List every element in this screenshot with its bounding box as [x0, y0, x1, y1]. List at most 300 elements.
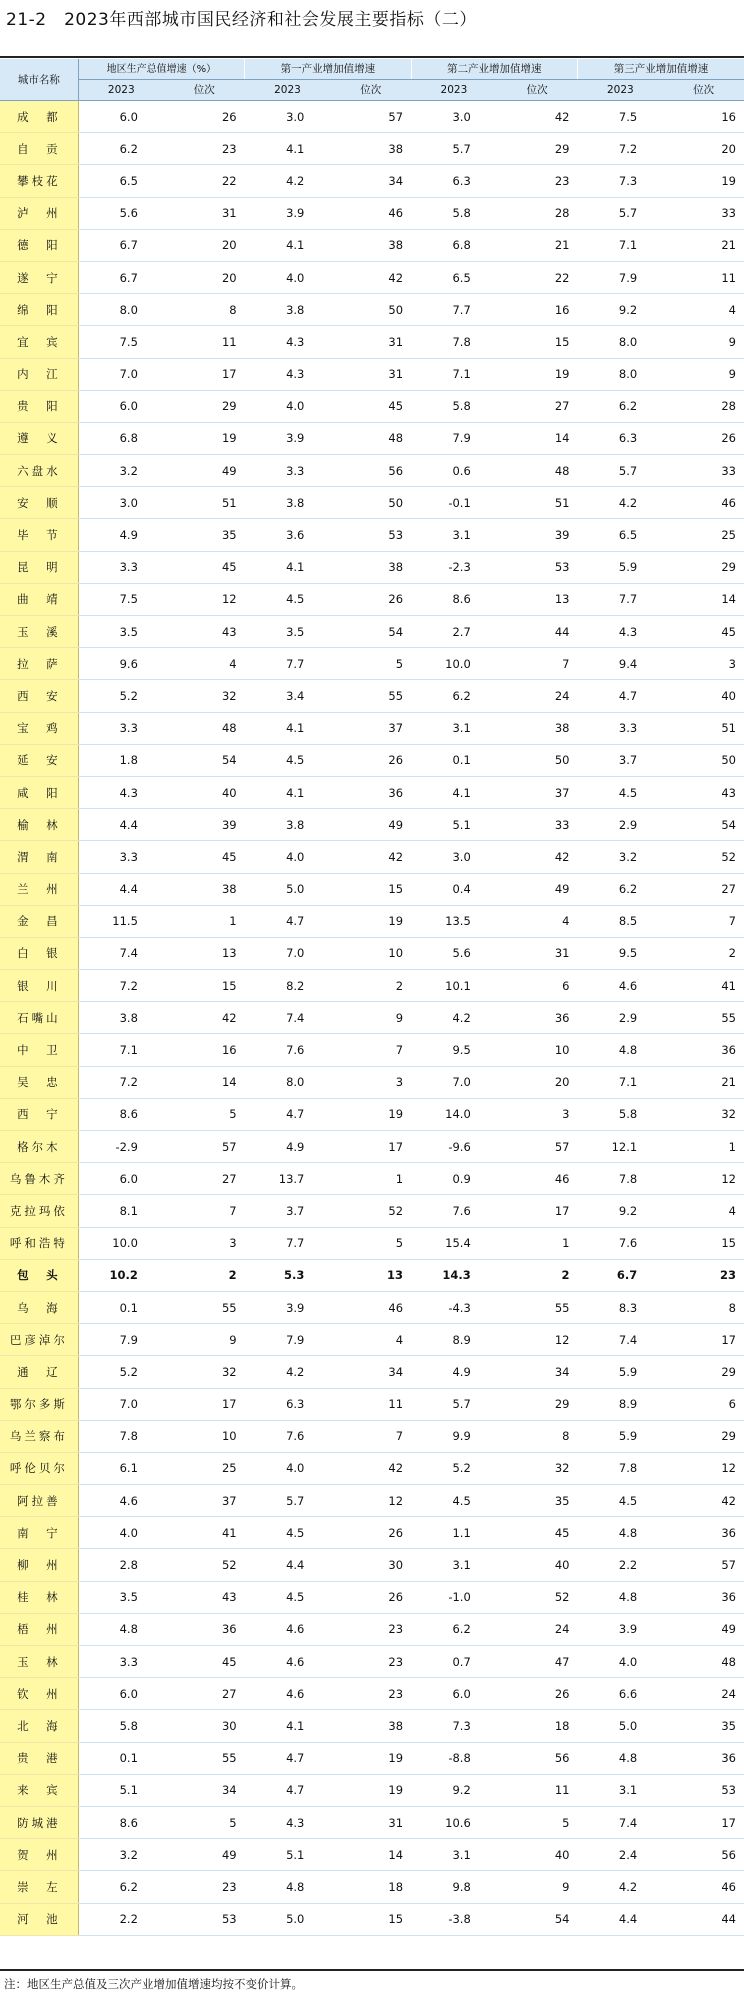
secondary-growth-rank: 35: [497, 1485, 578, 1517]
gdp-growth-rank: 2: [164, 1259, 245, 1291]
gdp-growth-value: 6.2: [78, 1871, 164, 1903]
table-row: [0, 1066, 744, 1098]
gdp-growth-value: 8.0: [78, 294, 164, 326]
table-row: [0, 390, 744, 422]
gdp-growth-value: 3.0: [78, 487, 164, 519]
city-name: 贺 州: [0, 1839, 78, 1871]
gdp-growth-value: 7.5: [78, 583, 164, 615]
primary-growth-value: 3.9: [245, 197, 331, 229]
tertiary-growth-value: 6.7: [577, 1259, 663, 1291]
city-name: 榆 林: [0, 809, 78, 841]
secondary-growth-rank: 51: [497, 487, 578, 519]
primary-growth-value: 7.7: [245, 648, 331, 680]
secondary-growth-rank: 37: [497, 776, 578, 808]
secondary-growth-value: 6.0: [411, 1678, 497, 1710]
header-row-groups: [0, 59, 744, 80]
secondary-growth-header: 第二产业增加值增速: [411, 59, 577, 80]
city-name: 泸 州: [0, 197, 78, 229]
gdp-growth-rank: 1: [164, 905, 245, 937]
tertiary-growth-value: 7.1: [577, 229, 663, 261]
tertiary-growth-rank: 36: [663, 1581, 744, 1613]
primary-growth-value: 4.0: [245, 1452, 331, 1484]
primary-growth-rank: 50: [330, 487, 411, 519]
city-name: 桂 林: [0, 1581, 78, 1613]
tertiary-growth-rank: 1: [663, 1131, 744, 1163]
city-name: 通 辽: [0, 1356, 78, 1388]
gdp-growth-value: 4.4: [78, 873, 164, 905]
city-name: 包 头: [0, 1259, 78, 1291]
primary-growth-rank: 14: [330, 1839, 411, 1871]
primary-growth-value: 4.6: [245, 1646, 331, 1678]
gdp-growth-rank: 19: [164, 422, 245, 454]
secondary-growth-rank: 16: [497, 294, 578, 326]
tertiary-growth-rank: 33: [663, 455, 744, 487]
primary-growth-rank: 17: [330, 1131, 411, 1163]
secondary-growth-value: 7.1: [411, 358, 497, 390]
primary-growth-value: 5.0: [245, 1903, 331, 1935]
primary-growth-rank: 31: [330, 1806, 411, 1838]
tertiary-growth-rank: 4: [663, 1195, 744, 1227]
year-header: 2023: [78, 80, 164, 101]
tertiary-growth-value: 7.3: [577, 165, 663, 197]
gdp-growth-value: 6.1: [78, 1452, 164, 1484]
tertiary-growth-rank: 29: [663, 1420, 744, 1452]
city-name: 西 安: [0, 680, 78, 712]
primary-growth-value: 4.7: [245, 1098, 331, 1130]
city-name: 遵 义: [0, 422, 78, 454]
primary-growth-value: 3.8: [245, 809, 331, 841]
gdp-growth-rank: 43: [164, 616, 245, 648]
secondary-growth-value: 9.9: [411, 1420, 497, 1452]
tertiary-growth-value: 5.7: [577, 197, 663, 229]
tertiary-growth-rank: 12: [663, 1163, 744, 1195]
tertiary-growth-rank: 33: [663, 197, 744, 229]
city-name: 昆 明: [0, 551, 78, 583]
primary-growth-value: 4.2: [245, 1356, 331, 1388]
tertiary-growth-value: 7.9: [577, 261, 663, 293]
tertiary-growth-rank: 41: [663, 970, 744, 1002]
gdp-growth-rank: 5: [164, 1098, 245, 1130]
tertiary-growth-header: 第三产业增加值增速: [577, 59, 744, 80]
city-name: 呼和浩特: [0, 1227, 78, 1259]
tertiary-growth-rank: 40: [663, 680, 744, 712]
tertiary-growth-rank: 6: [663, 1388, 744, 1420]
city-name: 河 池: [0, 1903, 78, 1935]
primary-growth-value: 7.6: [245, 1034, 331, 1066]
gdp-growth-value: 6.7: [78, 229, 164, 261]
gdp-growth-value: 8.6: [78, 1098, 164, 1130]
tertiary-growth-rank: 23: [663, 1259, 744, 1291]
table-row: [0, 1195, 744, 1227]
secondary-growth-rank: 11: [497, 1774, 578, 1806]
primary-growth-value: 4.1: [245, 229, 331, 261]
tertiary-growth-value: 6.5: [577, 519, 663, 551]
table-row: [0, 197, 744, 229]
primary-growth-rank: 42: [330, 841, 411, 873]
tertiary-growth-rank: 35: [663, 1710, 744, 1742]
city-name: 自 贡: [0, 133, 78, 165]
table-row: [0, 841, 744, 873]
table-row: [0, 1581, 744, 1613]
primary-growth-value: 4.0: [245, 841, 331, 873]
tertiary-growth-rank: 36: [663, 1517, 744, 1549]
tertiary-growth-value: 5.7: [577, 455, 663, 487]
table-row: [0, 1678, 744, 1710]
city-name: 延 安: [0, 744, 78, 776]
gdp-growth-rank: 51: [164, 487, 245, 519]
primary-growth-value: 4.6: [245, 1678, 331, 1710]
city-name: 玉 溪: [0, 616, 78, 648]
gdp-growth-rank: 53: [164, 1903, 245, 1935]
top-rule: [0, 56, 744, 58]
primary-growth-value: 3.8: [245, 487, 331, 519]
primary-growth-value: 4.6: [245, 1613, 331, 1645]
table-row: [0, 1131, 744, 1163]
secondary-growth-rank: 53: [497, 551, 578, 583]
primary-growth-value: 5.3: [245, 1259, 331, 1291]
bottom-rule: [0, 1969, 744, 1971]
secondary-growth-value: 3.1: [411, 1549, 497, 1581]
tertiary-growth-value: 4.5: [577, 1485, 663, 1517]
secondary-growth-rank: 21: [497, 229, 578, 261]
gdp-growth-value: 3.2: [78, 1839, 164, 1871]
secondary-growth-rank: 20: [497, 1066, 578, 1098]
city-name: 钦 州: [0, 1678, 78, 1710]
tertiary-growth-value: 3.1: [577, 1774, 663, 1806]
city-name-header: 城市名称: [0, 59, 78, 101]
city-name: 石嘴山: [0, 1002, 78, 1034]
year-header: 2023: [577, 80, 663, 101]
city-name: 北 海: [0, 1710, 78, 1742]
primary-growth-header: 第一产业增加值增速: [245, 59, 411, 80]
city-name: 阿拉善: [0, 1485, 78, 1517]
secondary-growth-value: 7.7: [411, 294, 497, 326]
gdp-growth-rank: 49: [164, 455, 245, 487]
primary-growth-value: 7.7: [245, 1227, 331, 1259]
secondary-growth-value: 5.7: [411, 1388, 497, 1420]
gdp-growth-rank: 29: [164, 390, 245, 422]
secondary-growth-rank: 2: [497, 1259, 578, 1291]
secondary-growth-value: 9.8: [411, 1871, 497, 1903]
tertiary-growth-value: 2.2: [577, 1549, 663, 1581]
tertiary-growth-value: 8.9: [577, 1388, 663, 1420]
primary-growth-rank: 26: [330, 744, 411, 776]
city-name: 吴 忠: [0, 1066, 78, 1098]
tertiary-growth-rank: 14: [663, 583, 744, 615]
secondary-growth-value: 7.9: [411, 422, 497, 454]
primary-growth-value: 4.3: [245, 1806, 331, 1838]
gdp-growth-value: 6.8: [78, 422, 164, 454]
secondary-growth-value: 10.6: [411, 1806, 497, 1838]
city-name: 德 阳: [0, 229, 78, 261]
tertiary-growth-rank: 49: [663, 1613, 744, 1645]
table-row: [0, 1742, 744, 1774]
tertiary-growth-value: 7.8: [577, 1452, 663, 1484]
secondary-growth-value: 3.0: [411, 101, 497, 133]
primary-growth-rank: 23: [330, 1646, 411, 1678]
tertiary-growth-rank: 21: [663, 1066, 744, 1098]
tertiary-growth-value: 4.8: [577, 1517, 663, 1549]
secondary-growth-rank: 40: [497, 1549, 578, 1581]
primary-growth-value: 8.0: [245, 1066, 331, 1098]
primary-growth-rank: 55: [330, 680, 411, 712]
tertiary-growth-rank: 36: [663, 1742, 744, 1774]
gdp-growth-value: -2.9: [78, 1131, 164, 1163]
gdp-growth-rank: 17: [164, 358, 245, 390]
gdp-growth-rank: 45: [164, 1646, 245, 1678]
tertiary-growth-rank: 4: [663, 294, 744, 326]
secondary-growth-rank: 15: [497, 326, 578, 358]
gdp-growth-rank: 55: [164, 1742, 245, 1774]
gdp-growth-rank: 48: [164, 712, 245, 744]
rank-header: 位次: [330, 80, 411, 101]
secondary-growth-value: 15.4: [411, 1227, 497, 1259]
primary-growth-rank: 2: [330, 970, 411, 1002]
tertiary-growth-rank: 54: [663, 809, 744, 841]
secondary-growth-value: -3.8: [411, 1903, 497, 1935]
secondary-growth-rank: 12: [497, 1324, 578, 1356]
gdp-growth-value: 11.5: [78, 905, 164, 937]
secondary-growth-value: -8.8: [411, 1742, 497, 1774]
table-row: [0, 422, 744, 454]
secondary-growth-value: 14.0: [411, 1098, 497, 1130]
tertiary-growth-rank: 21: [663, 229, 744, 261]
gdp-growth-value: 3.3: [78, 1646, 164, 1678]
gdp-growth-rank: 38: [164, 873, 245, 905]
city-name: 兰 州: [0, 873, 78, 905]
primary-growth-rank: 26: [330, 583, 411, 615]
primary-growth-rank: 26: [330, 1517, 411, 1549]
gdp-growth-value: 7.0: [78, 1388, 164, 1420]
gdp-growth-value: 5.1: [78, 1774, 164, 1806]
tertiary-growth-value: 4.8: [577, 1581, 663, 1613]
gdp-growth-rank: 45: [164, 551, 245, 583]
gdp-growth-rank: 41: [164, 1517, 245, 1549]
gdp-growth-value: 6.0: [78, 101, 164, 133]
tertiary-growth-rank: 45: [663, 616, 744, 648]
primary-growth-value: 3.6: [245, 519, 331, 551]
primary-growth-value: 4.0: [245, 390, 331, 422]
secondary-growth-value: 0.7: [411, 1646, 497, 1678]
tertiary-growth-value: 9.2: [577, 1195, 663, 1227]
primary-growth-rank: 5: [330, 1227, 411, 1259]
tertiary-growth-value: 4.6: [577, 970, 663, 1002]
tertiary-growth-rank: 7: [663, 905, 744, 937]
tertiary-growth-rank: 15: [663, 1227, 744, 1259]
rank-header: 位次: [164, 80, 245, 101]
secondary-growth-rank: 42: [497, 101, 578, 133]
tertiary-growth-rank: 57: [663, 1549, 744, 1581]
gdp-growth-rank: 49: [164, 1839, 245, 1871]
gdp-growth-value: 7.1: [78, 1034, 164, 1066]
gdp-growth-value: 5.6: [78, 197, 164, 229]
primary-growth-rank: 56: [330, 455, 411, 487]
tertiary-growth-value: 7.1: [577, 1066, 663, 1098]
gdp-growth-value: 7.2: [78, 1066, 164, 1098]
tertiary-growth-rank: 9: [663, 358, 744, 390]
primary-growth-rank: 57: [330, 101, 411, 133]
city-name: 崇 左: [0, 1871, 78, 1903]
tertiary-growth-rank: 25: [663, 519, 744, 551]
city-name: 白 银: [0, 937, 78, 969]
primary-growth-value: 7.9: [245, 1324, 331, 1356]
tertiary-growth-rank: 20: [663, 133, 744, 165]
tertiary-growth-value: 2.4: [577, 1839, 663, 1871]
gdp-growth-value: 7.0: [78, 358, 164, 390]
gdp-growth-value: 3.5: [78, 616, 164, 648]
city-name: 中 卫: [0, 1034, 78, 1066]
secondary-growth-value: 6.3: [411, 165, 497, 197]
gdp-growth-rank: 45: [164, 841, 245, 873]
gdp-growth-value: 2.2: [78, 1903, 164, 1935]
city-name: 金 昌: [0, 905, 78, 937]
city-name: 巴彦淖尔: [0, 1324, 78, 1356]
table-row: [0, 1903, 744, 1935]
primary-growth-rank: 34: [330, 165, 411, 197]
table-row: [0, 1324, 744, 1356]
primary-growth-value: 4.5: [245, 744, 331, 776]
table-row: [0, 1420, 744, 1452]
secondary-growth-value: 3.0: [411, 841, 497, 873]
secondary-growth-value: 7.8: [411, 326, 497, 358]
secondary-growth-value: 5.6: [411, 937, 497, 969]
gdp-growth-rank: 12: [164, 583, 245, 615]
tertiary-growth-value: 6.3: [577, 422, 663, 454]
gdp-growth-rank: 31: [164, 197, 245, 229]
primary-growth-value: 4.7: [245, 1742, 331, 1774]
secondary-growth-rank: 52: [497, 1581, 578, 1613]
gdp-growth-rank: 14: [164, 1066, 245, 1098]
gdp-growth-value: 7.9: [78, 1324, 164, 1356]
table-row: [0, 809, 744, 841]
primary-growth-rank: 30: [330, 1549, 411, 1581]
city-name: 渭 南: [0, 841, 78, 873]
tertiary-growth-rank: 19: [663, 165, 744, 197]
tertiary-growth-rank: 29: [663, 551, 744, 583]
primary-growth-value: 6.3: [245, 1388, 331, 1420]
city-name: 贵 阳: [0, 390, 78, 422]
tertiary-growth-value: 5.8: [577, 1098, 663, 1130]
primary-growth-rank: 26: [330, 1581, 411, 1613]
gdp-growth-value: 3.8: [78, 1002, 164, 1034]
primary-growth-value: 3.4: [245, 680, 331, 712]
secondary-growth-rank: 46: [497, 1163, 578, 1195]
secondary-growth-value: 3.1: [411, 1839, 497, 1871]
tertiary-growth-rank: 51: [663, 712, 744, 744]
primary-growth-rank: 49: [330, 809, 411, 841]
gdp-growth-rank: 34: [164, 1774, 245, 1806]
secondary-growth-rank: 50: [497, 744, 578, 776]
tertiary-growth-value: 7.8: [577, 1163, 663, 1195]
tertiary-growth-rank: 53: [663, 1774, 744, 1806]
gdp-growth-rank: 16: [164, 1034, 245, 1066]
gdp-growth-rank: 55: [164, 1291, 245, 1323]
tertiary-growth-value: 12.1: [577, 1131, 663, 1163]
gdp-growth-rank: 22: [164, 165, 245, 197]
secondary-growth-value: 3.1: [411, 712, 497, 744]
secondary-growth-value: -0.1: [411, 487, 497, 519]
tertiary-growth-rank: 56: [663, 1839, 744, 1871]
gdp-growth-rank: 37: [164, 1485, 245, 1517]
table-row: [0, 1517, 744, 1549]
tertiary-growth-rank: 55: [663, 1002, 744, 1034]
tertiary-growth-value: 7.2: [577, 133, 663, 165]
primary-growth-rank: 54: [330, 616, 411, 648]
primary-growth-rank: 1: [330, 1163, 411, 1195]
secondary-growth-rank: 1: [497, 1227, 578, 1259]
gdp-growth-rank: 52: [164, 1549, 245, 1581]
table-row: [0, 583, 744, 615]
indicator-table: [0, 59, 744, 1936]
gdp-growth-rank: 9: [164, 1324, 245, 1356]
primary-growth-value: 3.7: [245, 1195, 331, 1227]
gdp-growth-value: 3.3: [78, 841, 164, 873]
table-row: [0, 1227, 744, 1259]
city-name: 乌兰察布: [0, 1420, 78, 1452]
tertiary-growth-rank: 32: [663, 1098, 744, 1130]
gdp-growth-value: 6.0: [78, 1163, 164, 1195]
secondary-growth-value: 10.1: [411, 970, 497, 1002]
secondary-growth-rank: 44: [497, 616, 578, 648]
secondary-growth-value: 4.1: [411, 776, 497, 808]
primary-growth-value: 4.3: [245, 358, 331, 390]
gdp-growth-value: 6.2: [78, 133, 164, 165]
tertiary-growth-rank: 46: [663, 1871, 744, 1903]
primary-growth-rank: 19: [330, 905, 411, 937]
city-name: 鄂尔多斯: [0, 1388, 78, 1420]
secondary-growth-rank: 19: [497, 358, 578, 390]
secondary-growth-value: 1.1: [411, 1517, 497, 1549]
secondary-growth-rank: 5: [497, 1806, 578, 1838]
city-name: 遂 宁: [0, 261, 78, 293]
primary-growth-value: 4.5: [245, 583, 331, 615]
table-row: [0, 1806, 744, 1838]
secondary-growth-value: 4.2: [411, 1002, 497, 1034]
gdp-growth-value: 4.3: [78, 776, 164, 808]
gdp-growth-rank: 4: [164, 648, 245, 680]
city-name: 成 都: [0, 101, 78, 133]
secondary-growth-value: 10.0: [411, 648, 497, 680]
tertiary-growth-value: 4.4: [577, 1903, 663, 1935]
tertiary-growth-rank: 16: [663, 101, 744, 133]
gdp-growth-rank: 36: [164, 1613, 245, 1645]
city-name: 南 宁: [0, 1517, 78, 1549]
tertiary-growth-value: 7.7: [577, 583, 663, 615]
tertiary-growth-value: 4.8: [577, 1034, 663, 1066]
primary-growth-rank: 12: [330, 1485, 411, 1517]
table-row: [0, 680, 744, 712]
tertiary-growth-value: 8.0: [577, 358, 663, 390]
tertiary-growth-value: 6.2: [577, 873, 663, 905]
tertiary-growth-rank: 48: [663, 1646, 744, 1678]
tertiary-growth-value: 7.4: [577, 1324, 663, 1356]
tertiary-growth-value: 9.2: [577, 294, 663, 326]
tertiary-growth-value: 3.9: [577, 1613, 663, 1645]
primary-growth-rank: 13: [330, 1259, 411, 1291]
primary-growth-value: 7.4: [245, 1002, 331, 1034]
primary-growth-rank: 42: [330, 1452, 411, 1484]
secondary-growth-rank: 57: [497, 1131, 578, 1163]
gdp-growth-value: 3.5: [78, 1581, 164, 1613]
gdp-growth-value: 4.4: [78, 809, 164, 841]
secondary-growth-value: 7.0: [411, 1066, 497, 1098]
gdp-growth-value: 10.0: [78, 1227, 164, 1259]
gdp-growth-value: 4.6: [78, 1485, 164, 1517]
table-row: [0, 616, 744, 648]
primary-growth-rank: 46: [330, 197, 411, 229]
secondary-growth-value: 0.1: [411, 744, 497, 776]
gdp-growth-rank: 40: [164, 776, 245, 808]
